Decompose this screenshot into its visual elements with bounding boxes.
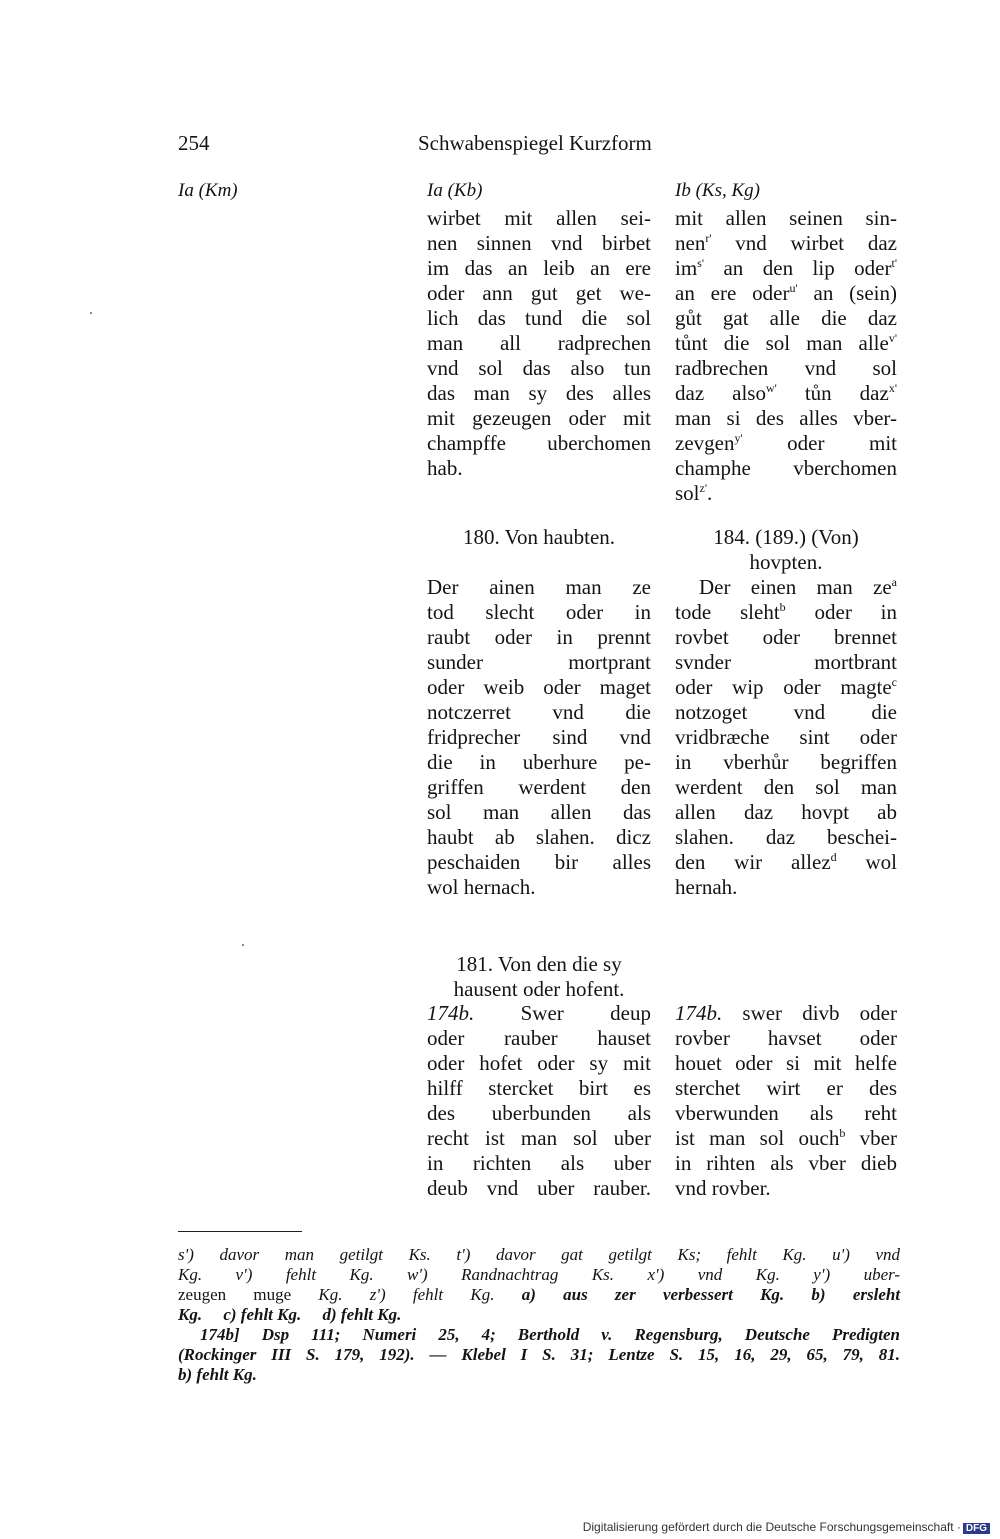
text-run: swer divb oder [722, 1001, 897, 1025]
text-line: oder wip oder magte$^c$ [675, 675, 897, 699]
text-line: zevgen$^{y'}$ oder mit [675, 431, 897, 455]
column-c-block-2 [675, 575, 897, 900]
text-line: lich das tund die sol [427, 306, 651, 330]
text-line: wirbet mit allen sei- [427, 206, 651, 230]
text-line: den wir allez$^d$ wol [675, 850, 898, 874]
column-c-block-3 [675, 1001, 897, 1201]
text-line: in vberhůr begriffen [675, 750, 897, 774]
text-line: rovbet oder brennet [675, 625, 897, 649]
text-line: allen daz hovpt ab [675, 800, 897, 824]
column-b-block-3 [427, 1001, 651, 1201]
text-run: Swer deup [474, 1001, 651, 1025]
page-number: 254 [178, 131, 210, 155]
text-line: in rihten als vber dieb [675, 1151, 897, 1175]
paragraph-ref: 174b. [675, 1001, 723, 1025]
text-line: sunder mortprant [427, 650, 651, 674]
text-line: werdent den sol man [675, 775, 897, 799]
digitization-credit [583, 1520, 990, 1534]
text-line: wol hernach. [427, 875, 536, 899]
section-heading-line: 184. (189.) (Von) [713, 525, 859, 549]
text-line: mit gezeugen oder mit [427, 406, 651, 430]
text-line: nen sinnen vnd birbet [427, 231, 651, 255]
text-line: tůnt die sol man alle$^{v'}$ [675, 331, 897, 355]
text-line: oder ann gut get we- [427, 281, 651, 305]
text-line: houet oder si mit helfe [675, 1051, 897, 1075]
footnote-line: (Rockinger III S. 179, 192). — Klebel I S. 31; Lentze S. 15, 16, 29, 65, 79, 81. [178, 1345, 900, 1364]
section-heading-181 [427, 952, 651, 1002]
text-line: im das an leib an ere [427, 256, 651, 280]
text-line: daz also$^{w'}$ tůn daz$^{x'}$ [675, 381, 897, 405]
text-line: rovber havset oder [675, 1026, 897, 1050]
footnote-line: s') davor man getilgt Ks. t') davor gat getilgt Ks; fehlt Kg. u') vnd [178, 1245, 901, 1264]
text-line: hernah. [675, 875, 738, 899]
text-line: in richten als uber [427, 1151, 651, 1175]
text-line: Der einen man $ze^a$ [699, 575, 897, 599]
text-line: die in uberhure pe- [427, 750, 651, 774]
column-heading-c: Ib (Ks, Kg) [675, 180, 760, 201]
column-c-block-1 [675, 206, 897, 506]
text-line: deub vnd uber rauber. [427, 1176, 651, 1200]
column-b-block-2 [427, 575, 651, 900]
paragraph-ref: 174b. [427, 1001, 475, 1025]
footnote-line: Kg. v') fehlt Kg. w') Randnachtrag Ks. x') vnd Kg. y') uber- [178, 1265, 901, 1284]
footnotes [178, 1245, 900, 1385]
text-line: raubt oder in prennt [427, 625, 651, 649]
text-line: vnd rovber. [675, 1176, 771, 1200]
running-title: Schwabenspiegel Kurzform [418, 131, 652, 155]
text-line: sol man allen das [427, 800, 651, 824]
text-line: Der ainen man ze [427, 575, 651, 599]
text-line: $im^{s'}$ an den lip oder$^{t'}$ [675, 256, 897, 280]
text-line: ist man sol ouch$^b$ vber [675, 1126, 897, 1150]
column-heading-a: Ia (Km) [178, 180, 238, 201]
credit-text: Digitalisierung gefördert durch die Deutsche Forschungsgemeinschaft · [582, 1520, 961, 1534]
text-line: hilff stercket birt es [427, 1076, 651, 1100]
text-line: sterchet wirt er des [675, 1076, 897, 1100]
text-line: fridprecher sind vnd [427, 725, 651, 749]
text-line: peschaiden bir alles [427, 850, 651, 874]
text-line: svnder mortbrant [675, 650, 897, 674]
text-line: haubt ab slahen. dicz [427, 825, 651, 849]
text-line: recht ist man sol uber [427, 1126, 651, 1150]
section-heading-line: hausent oder hofent. [453, 977, 625, 1001]
text-line: vberwunden als reht [675, 1101, 897, 1125]
footnote-line: zeugen muge Kg. z') fehlt Kg. a) aus zer verbessert Kg. b) ersleht [178, 1285, 901, 1304]
text-line: oder weib oder maget [427, 675, 651, 699]
text-line: man si des alles vber- [675, 406, 897, 430]
text-line: champhe vberchomen [675, 456, 897, 480]
section-heading-line: hovpten. [749, 550, 823, 574]
text-line: man all radprechen [427, 331, 651, 355]
text-line: slahen. daz beschei- [675, 825, 897, 849]
text-line: champffe uberchomen [427, 431, 651, 455]
text-line: gůt gat alle die daz [675, 306, 897, 330]
text-line: notczerret vnd die [427, 700, 651, 724]
text-line: radbrechen vnd sol [675, 356, 897, 380]
footnote-line: Kg. c) fehlt Kg. d) fehlt Kg. [178, 1305, 402, 1324]
text-line: vnd sol das also tun [427, 356, 651, 380]
footnote-line: b) fehlt Kg. [178, 1365, 257, 1384]
scan-speck [90, 312, 92, 314]
text-line: vridbræche sint oder [675, 725, 897, 749]
text-line: an ere oder$^{u'}$ an (sein) [675, 281, 897, 305]
text-line: mit allen seinen sin- [675, 206, 897, 230]
footnote-rule [178, 1231, 302, 1232]
column-heading-b: Ia (Kb) [427, 180, 483, 201]
footnote-line: 174b] Dsp 111; Numeri 25, 4; Berthold v. Regensburg, Deutsche Predigten [200, 1325, 900, 1344]
text-line: tode sleht$^b$ oder in [675, 600, 897, 624]
dfg-logo: DFG [963, 1523, 990, 1534]
text-line: sol$^{z'}$. [675, 481, 713, 505]
scan-speck [242, 944, 244, 946]
text-line: oder rauber hauset [427, 1026, 651, 1050]
column-b-block-1 [427, 206, 651, 481]
text-line: nen$^{r'}$ vnd wirbet daz [675, 231, 897, 255]
section-heading-line: 181. Von den die sy [456, 952, 622, 976]
text-line: notzoget vnd die [675, 700, 897, 724]
text-line: tod slecht oder in [427, 600, 651, 624]
text-line: griffen werdent den [427, 775, 651, 799]
section-heading-180 [427, 525, 651, 550]
section-heading-184 [675, 525, 897, 575]
text-line: oder hofet oder sy mit [427, 1051, 651, 1075]
text-line: das man sy des alles [427, 381, 651, 405]
text-line: des uberbunden als [427, 1101, 651, 1125]
text-line: hab. [427, 456, 463, 480]
section-heading: 180. Von haubten. [462, 525, 616, 549]
